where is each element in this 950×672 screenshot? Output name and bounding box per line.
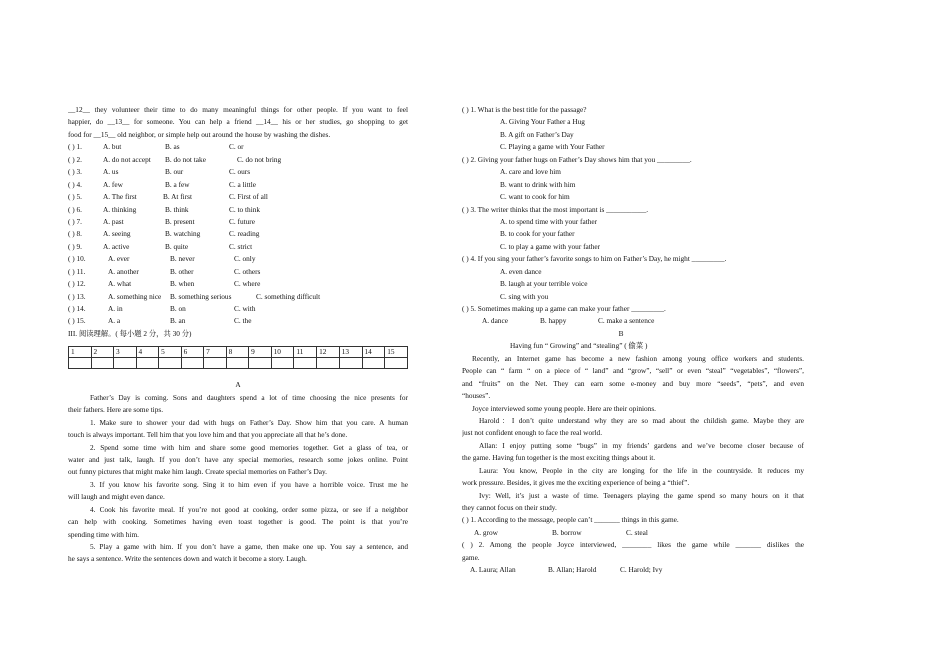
option-a[interactable]: A. seeing: [103, 229, 131, 239]
cloze-question: [68, 228, 408, 240]
question-stem: ( ) 1. What is the best title for the passage?: [462, 105, 587, 114]
question-number: ( ) 7.: [68, 216, 82, 226]
option-b[interactable]: B. quite: [165, 241, 189, 251]
option-a[interactable]: A. few: [103, 179, 123, 189]
section-title: III. 阅读理解。( 每小题 2 分，共 30 分): [68, 328, 192, 338]
text-line: their fathers. Here are some tips.: [68, 405, 164, 415]
option-a[interactable]: A. to spend time with your father: [500, 216, 598, 226]
text-line: Father’s Day is coming. Sons and daughters spend a lot of time choosing the nice presents for: [90, 392, 408, 402]
cloze-question: [68, 278, 408, 290]
cloze-question-list: [68, 141, 408, 328]
passage-label: A: [235, 380, 241, 390]
option-a[interactable]: A. past: [103, 216, 124, 226]
passage-label: B: [618, 328, 624, 338]
option-b[interactable]: B. At first: [163, 192, 192, 202]
option-b[interactable]: B. laugh at your terrible voice: [500, 279, 588, 289]
grid-answer-cell[interactable]: [294, 358, 317, 369]
tip-item: 5. Play a game with him. If you don’t have a game, then make one up. You say a sentence, and: [90, 542, 408, 551]
grid-number-cell: 1: [69, 347, 92, 358]
text-line: Recently, an Internet game has become a new fashion among young office workers and students.: [472, 353, 804, 363]
text-line: work pressure. Besides, it gives me the exciting experience of being a “thief”.: [462, 478, 690, 488]
option-c[interactable]: C. steal: [626, 527, 648, 537]
grid-answer-cell[interactable]: [181, 358, 204, 369]
question-number: ( ) 1.: [68, 142, 82, 152]
text-line: People can “ farm “ on a piece of “ land” and “grow”, “sell” or even “steal” “vegetables”, “flowers”,: [462, 366, 804, 376]
option-b[interactable]: B. something serious: [170, 291, 232, 301]
text-line: touch is always important. Tell him that you love him and that you appreciate all that he’s done.: [68, 430, 348, 440]
question-options: [462, 527, 804, 539]
answer-grid: [68, 346, 408, 369]
option-b[interactable]: B. other: [170, 266, 194, 276]
text-line: happier, do __13__ for someone. You can help a friend __14__ his or her studies, go shopping to get: [68, 117, 408, 127]
grid-answer-cell[interactable]: [317, 358, 340, 369]
question-number: ( ) 14.: [68, 304, 86, 313]
grid-answer-cell[interactable]: [339, 358, 362, 369]
grid-number-cell: 3: [114, 347, 137, 358]
option-a[interactable]: A. Laura; Allan: [470, 565, 516, 575]
question-number: ( ) 5.: [68, 192, 82, 202]
grid-number-cell: 15: [385, 347, 408, 358]
grid-number-cell: 2: [91, 347, 114, 358]
cloze-question: [68, 141, 408, 153]
cloze-question: [68, 191, 408, 203]
cloze-question: [68, 315, 408, 327]
option-b[interactable]: B. think: [165, 204, 189, 214]
cloze-question: [68, 241, 408, 253]
option-a[interactable]: A. us: [103, 167, 119, 177]
option-a[interactable]: A. dance: [482, 316, 508, 326]
text-line: and “fruits” on the Net. They can earn some e-money and buy more “seeds”, “pets”, and even: [462, 378, 804, 388]
option-b[interactable]: B. Allan; Harold: [548, 565, 597, 575]
option-c[interactable]: C. do not bring: [237, 154, 282, 164]
grid-number-cell: 8: [226, 347, 249, 358]
question-number: ( ) 4.: [68, 179, 82, 189]
grid-answer-cell[interactable]: [136, 358, 159, 369]
question-stem: ( ) 4. If you sing your father’s favorite songs to him on Father’s Day, he might _________.: [462, 254, 727, 264]
option-c[interactable]: C. sing with you: [500, 291, 549, 301]
cloze-question: [68, 266, 408, 278]
passage-a-questions: [462, 104, 804, 303]
text-line: will laugh and might even dance.: [68, 492, 165, 502]
option-a[interactable]: A. care and love him: [500, 167, 561, 177]
text-line: Joyce interviewed some young people. Here are their opinions.: [472, 403, 656, 413]
tips-list: [68, 417, 408, 566]
text-line: __12__ they volunteer their time to do many meaningful things for other people. If you want to feel: [68, 105, 408, 114]
grid-answer-cell[interactable]: [204, 358, 227, 369]
text-line: spending time with him.: [68, 529, 139, 539]
grid-number-cell: 11: [294, 347, 317, 358]
option-a[interactable]: A. even dance: [500, 266, 542, 276]
option-c[interactable]: C. make a sentence: [598, 316, 655, 326]
opinion-ivy: Ivy: Well, it’s just a waste of time. Teenagers playing the game spend so many hours on it that: [479, 490, 804, 500]
question-stem: ( ) 1. According to the message, people can’t _______ things in this game.: [462, 515, 679, 525]
option-b[interactable]: B. when: [170, 279, 195, 289]
grid-number-cell: 13: [339, 347, 362, 358]
option-a[interactable]: A. in: [108, 304, 123, 313]
option-c[interactable]: C. Playing a game with Your Father: [500, 142, 605, 152]
question-number: ( ) 15.: [68, 316, 86, 326]
option-a[interactable]: A. another: [108, 266, 139, 276]
tip-item: 3. If you know his favorite song. Sing it to him even if you have a horrible voice. Trust me he: [90, 479, 408, 489]
text-line: water and just talk, laugh. If you don’t have any special memories, research some jokes online. Point: [68, 454, 408, 464]
option-c[interactable]: C. to think: [229, 204, 261, 214]
option-a[interactable]: A. do not accept: [103, 154, 151, 164]
option-b[interactable]: B. watching: [165, 229, 201, 239]
option-b[interactable]: B. happy: [540, 316, 567, 326]
question-number: ( ) 12.: [68, 279, 86, 289]
grid-number-cell: 7: [204, 347, 227, 358]
option-c[interactable]: C. where: [234, 279, 261, 289]
grid-answer-cell[interactable]: [271, 358, 294, 369]
cloze-question: [68, 154, 408, 166]
option-c[interactable]: C. with: [234, 304, 256, 313]
text-line: they cannot focus on their study.: [462, 503, 557, 512]
option-c[interactable]: C. Harold; Ivy: [620, 565, 663, 575]
option-a[interactable]: A. active: [103, 241, 130, 251]
option-c[interactable]: C. want to cook for him: [500, 192, 570, 202]
tip-item: 4. Cook his favorite meal. If you’re not good at cooking, order some pizza, or see if a neighbor: [90, 504, 408, 514]
grid-answer-cell[interactable]: [385, 358, 408, 369]
opinion-allan: Allan: I enjoy putting some “bugs” in my friends’ gardens and we’ve become closer because of: [479, 440, 804, 450]
grid-number-cell: 12: [317, 347, 340, 358]
passage-title: Having fun “ Growing” and “stealing” ( 偷菜 ): [510, 341, 648, 351]
opinion-laura: Laura: You know, People in the city are longing for the life in the countryside. It reduces my: [479, 465, 804, 475]
option-c[interactable]: C. something difficult: [256, 291, 321, 301]
question-stem: ( ) 5. Sometimes making up a game can make your father _________.: [462, 304, 666, 313]
option-a[interactable]: A. ever: [108, 254, 130, 264]
question-stem-cont: game.: [462, 552, 480, 562]
grid-answer-cell[interactable]: [226, 358, 249, 369]
grid-number-cell: 14: [362, 347, 385, 358]
grid-answer-cell[interactable]: [91, 358, 114, 369]
grid-answer-cell[interactable]: [69, 358, 92, 369]
option-c[interactable]: C. to play a game with your father: [500, 241, 601, 251]
option-c[interactable]: C. reading: [229, 229, 260, 239]
text-line: he says a sentence. Write the sentences down and watch it become a story. Laugh.: [68, 554, 307, 564]
option-a[interactable]: A. Giving Your Father a Hug: [500, 117, 585, 127]
right-column: [462, 104, 804, 577]
option-c[interactable]: C. the: [234, 316, 252, 326]
question-number: ( ) 6.: [68, 204, 82, 214]
option-a[interactable]: A. what: [108, 279, 132, 289]
text-line: the game. Having fun together is the most exciting things about it.: [462, 453, 656, 463]
option-c[interactable]: C. a little: [229, 179, 256, 189]
option-a[interactable]: A. a: [108, 316, 121, 326]
question-stem: ( ) 2. Among the people Joyce interviewed, ________ likes the game while _______ dislikes the: [462, 540, 804, 550]
grid-number-cell: 5: [159, 347, 182, 358]
option-a[interactable]: A. grow: [474, 527, 498, 537]
option-a[interactable]: A. thinking: [103, 204, 137, 214]
question-options: [462, 315, 804, 327]
grid-number-cell: 4: [136, 347, 159, 358]
option-b[interactable]: B. A gift on Father’s Day: [500, 129, 574, 139]
grid-answer-cell[interactable]: [362, 358, 385, 369]
option-c[interactable]: C. others: [234, 266, 261, 276]
cloze-question: [68, 204, 408, 216]
option-c[interactable]: C. or: [229, 142, 244, 152]
option-b[interactable]: B. our: [165, 167, 184, 177]
question-stem: ( ) 3. The writer thinks that the most important is ___________.: [462, 204, 649, 214]
cloze-question: [68, 253, 408, 265]
cloze-question: [68, 303, 408, 315]
question-number: ( ) 10.: [68, 254, 86, 264]
question-options: [462, 564, 804, 576]
option-b[interactable]: B. never: [170, 254, 195, 264]
question-stem: ( ) 2. Giving your father hugs on Father’s Day shows him that you _________.: [462, 154, 692, 164]
option-c[interactable]: C. only: [234, 254, 256, 264]
text-line: food for __15__ old neighbor, or simple help out around the house by washing the dishes.: [68, 129, 331, 139]
tip-item: 1. Make sure to shower your dad with hugs on Father’s Day. Show him that you care. A human: [90, 417, 408, 427]
cloze-question: [68, 179, 408, 191]
option-a[interactable]: A. The first: [103, 192, 137, 202]
option-c[interactable]: C. First of all: [229, 192, 268, 202]
option-a[interactable]: A. but: [103, 142, 122, 152]
grid-number-cell: 6: [181, 347, 204, 358]
grid-answer-cell[interactable]: [159, 358, 182, 369]
option-b[interactable]: B. an: [170, 316, 186, 326]
grid-number-cell: 10: [271, 347, 294, 358]
option-c[interactable]: C. ours: [229, 167, 251, 177]
option-a[interactable]: A. something nice: [108, 291, 162, 301]
question-number: ( ) 3.: [68, 167, 82, 177]
cloze-passage-end: [68, 104, 408, 141]
question-number: ( ) 2.: [68, 154, 82, 164]
option-b[interactable]: B. on: [170, 304, 186, 313]
option-c[interactable]: C. strict: [229, 241, 253, 251]
option-b[interactable]: B. to cook for your father: [500, 229, 575, 239]
tip-item: 2. Spend some time with him and share some good memories together. Get a glass of tea, or: [90, 442, 408, 452]
cloze-question: [68, 291, 408, 303]
option-b[interactable]: B. present: [165, 216, 195, 226]
cloze-question: [68, 166, 408, 178]
left-column: [68, 104, 408, 566]
option-b[interactable]: B. borrow: [552, 527, 582, 537]
text-line: out funny pictures that might make him laugh. Create special memories on Father’s Day.: [68, 467, 327, 477]
option-c[interactable]: C. future: [229, 216, 255, 226]
question-number: ( ) 11.: [68, 266, 86, 276]
option-b[interactable]: B. do not take: [165, 154, 206, 164]
grid-answer-cell[interactable]: [249, 358, 272, 369]
text-line: “houses”.: [462, 391, 491, 401]
grid-number-cell: 9: [249, 347, 272, 358]
cloze-question: [68, 216, 408, 228]
opinion-harold: Harold：I don’t quite understand why they are so mad about the childish game. Maybe they are: [479, 415, 804, 425]
option-b[interactable]: B. a few: [165, 179, 190, 189]
grid-answer-cell[interactable]: [114, 358, 137, 369]
option-b[interactable]: B. as: [165, 142, 180, 152]
text-line: can help with cooking. Sometimes having even toast together is good. The point is that you’re: [68, 517, 408, 527]
question-number: ( ) 13.: [68, 291, 86, 301]
option-b[interactable]: B. want to drink with him: [500, 179, 576, 189]
text-line: just not confident enough to face the real world.: [462, 428, 603, 438]
question-number: ( ) 8.: [68, 229, 82, 239]
question-number: ( ) 9.: [68, 241, 82, 251]
